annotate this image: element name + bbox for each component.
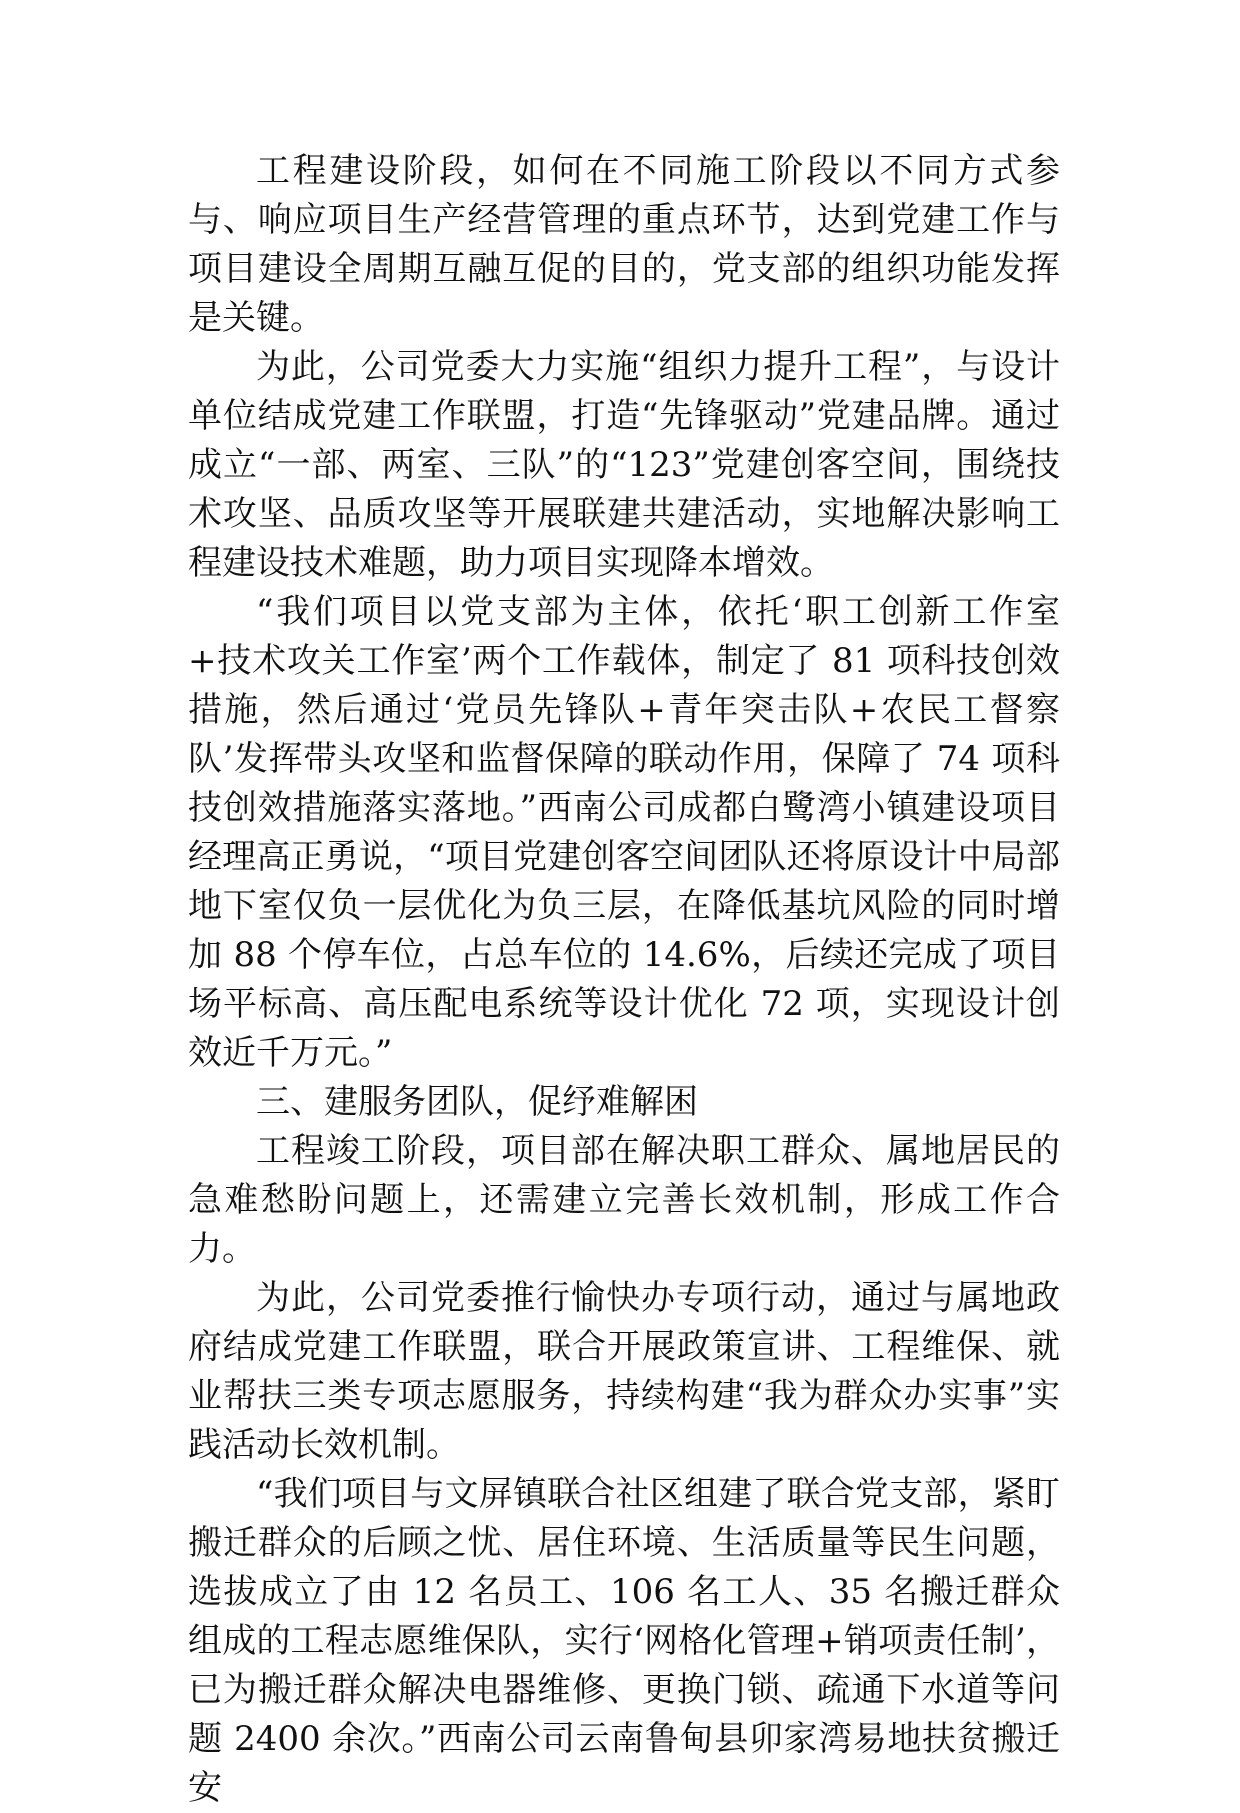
paragraph-quote-relocation: “我们项目与文屏镇联合社区组建了联合党支部，紧盯搬迁群众的后顾之忧、居住环境、生活质量等民生问题，选拔成立了由 12 名员工、106 名工人、35 名搬迁群众组成的工程志愿维保队，实行‘网格化管理+销项责任制’，已为搬迁群众解决电器维修、更换门锁、疏通下水道等问题 2400 余次。”西南公司云南鲁甸县卯家湾易地扶贫搬迁安 — [188, 1474, 1060, 1808]
paragraph-volunteer-service: 为此，公司党委推行愉快办专项行动，通过与属地政府结成党建工作联盟，联合开展政策宣讲、工程维保、就业帮扶三类专项志愿服务，持续构建“我为群众办实事”实践活动长效机制。 — [188, 1278, 1060, 1465]
paragraph-construction-stage: 工程建设阶段，如何在不同施工阶段以不同方式参与、响应项目生产经营管理的重点环节，达到党建工作与项目建设全周期互融互促的目的，党支部的组织功能发挥是关键。 — [188, 151, 1060, 338]
article-body — [188, 147, 1060, 1813]
paragraph-organization-project: 为此，公司党委大力实施“组织力提升工程”，与设计单位结成党建工作联盟，打造“先锋驱动”党建品牌。通过成立“一部、两室、三队”的“123”党建创客空间，围绕技术攻坚、品质攻坚等开展联建共建活动，实地解决影响工程建设技术难题，助力项目实现降本增效。 — [188, 347, 1060, 583]
paragraph-quote-gao-zhengyong: “我们项目以党支部为主体，依托‘职工创新工作室+技术攻关工作室’两个工作载体，制定了 81 项科技创效措施，然后通过‘党员先锋队+青年突击队+农民工督察队’发挥带头攻坚和监督保障的联动作用，保障了 74 项科技创效措施落实落地。”西南公司成都白鹭湾小镇建设项目经理高正勇说，“项目党建创客空间团队还将原设计中局部地下室仅负一层优化为负三层，在降低基坑风险的同时增加 88 个停车位，占总车位的 14.6%，后续还完成了项目场平标高、高压配电系统等设计优化 72 项，实现设计创效近千万元。” — [188, 592, 1060, 1073]
section-heading-service-team: 三、建服务团队，促纾难解困 — [256, 1082, 698, 1122]
paragraph-completion-stage: 工程竣工阶段，项目部在解决职工群众、属地居民的急难愁盼问题上，还需建立完善长效机制，形成工作合力。 — [188, 1131, 1060, 1269]
